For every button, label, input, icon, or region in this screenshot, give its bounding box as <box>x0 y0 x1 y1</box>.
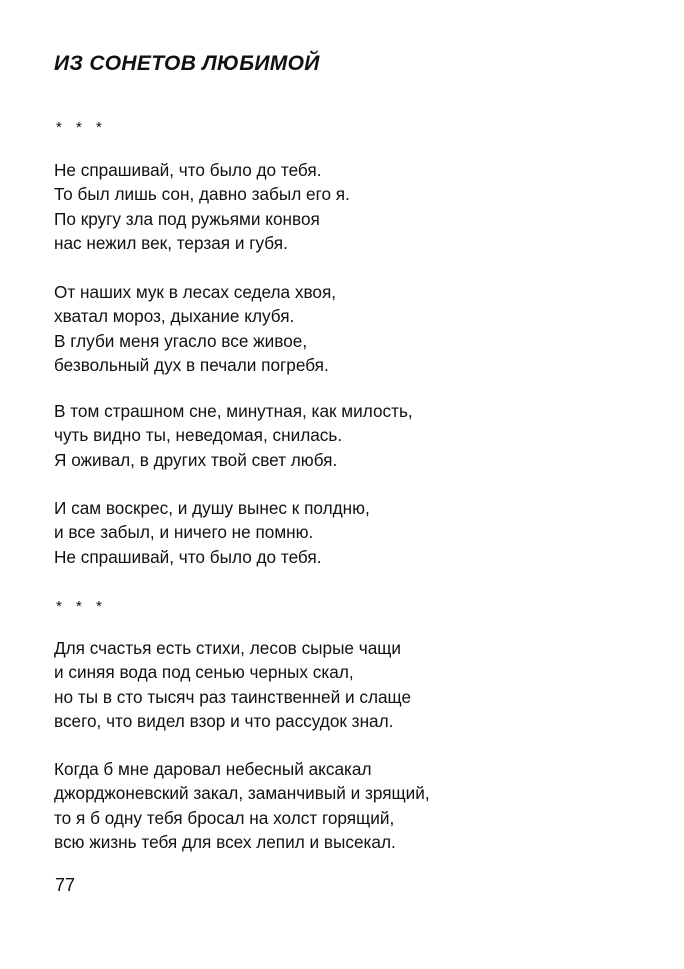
verse-line: джорджоневский закал, заманчивый и зрящий, <box>54 783 430 804</box>
section-separator: * * * <box>56 119 107 136</box>
verse-line: безвольный дух в печали погребя. <box>54 354 329 375</box>
verse-line: То был лишь сон, давно забыл его я. <box>54 184 350 205</box>
verse-line: От наших мук в лесах седела хвоя, <box>54 282 337 302</box>
verse-line: И сам воскрес, и душу вынес к полдню, <box>54 498 370 518</box>
verse-line: Не спрашивай, что было до тебя. <box>54 546 322 567</box>
verse-line: всю жизнь тебя для всех лепил и высекал. <box>54 831 396 852</box>
verse-line: хватал мороз, дыхание клубя. <box>54 306 295 327</box>
verse-line: В глуби меня угасло все живое, <box>54 330 308 351</box>
verse-line: и синяя вода под сенью черных скал, <box>54 662 354 683</box>
verse-line: Для счастья есть стихи, лесов сырые чащи <box>54 638 402 658</box>
verse-line: нас нежил век, терзая и губя. <box>54 232 288 253</box>
page-title: ИЗ СОНЕТОВ ЛЮБИМОЙ <box>54 52 320 75</box>
verse-line: По кругу зла под ружьями конвоя <box>54 208 320 229</box>
stanza <box>54 158 350 255</box>
section-separator: * * * <box>56 598 107 615</box>
verse-line: чуть видно ты, неведомая, снилась. <box>54 425 343 446</box>
verse-line: всего, что видел взор и что рассудок знал. <box>54 710 394 731</box>
verse-line: В том страшном сне, минутная, как милость, <box>54 401 413 421</box>
verse-line: но ты в сто тысяч раз таинственней и слаще <box>54 686 412 707</box>
verse-line: Когда б мне даровал небесный аксакал <box>54 759 372 779</box>
verse-line: то я б одну тебя бросал на холст горящий, <box>54 807 395 828</box>
page-number: 77 <box>55 875 76 895</box>
stanza <box>54 757 430 854</box>
stanza <box>54 280 336 377</box>
stanza <box>54 496 370 569</box>
stanza <box>54 636 411 733</box>
verse-line: Я оживал, в других твой свет любя. <box>54 449 338 470</box>
verse-line: и все забыл, и ничего не помню. <box>54 522 314 543</box>
stanza <box>54 399 413 472</box>
verse-line: Не спрашивай, что было до тебя. <box>54 160 322 180</box>
